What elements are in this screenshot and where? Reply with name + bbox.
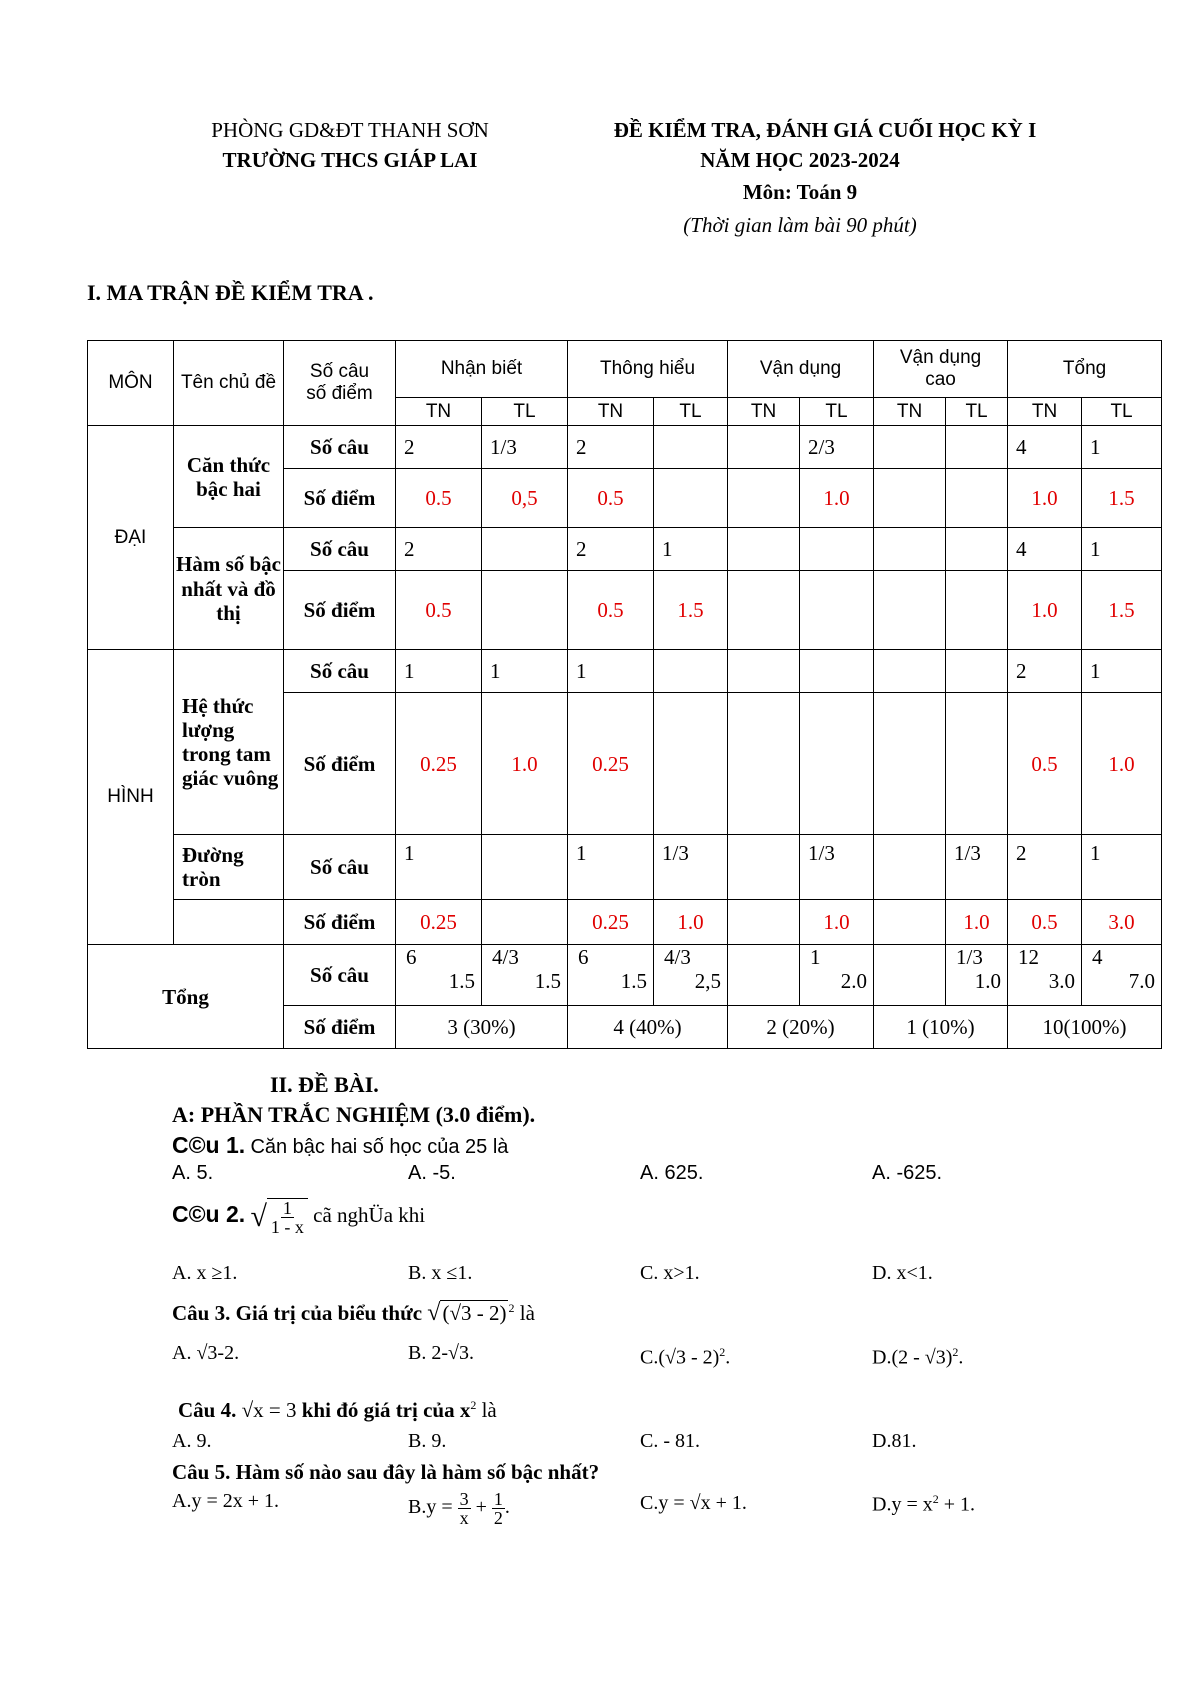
cell: 2 — [568, 426, 654, 469]
cell: 1 — [1082, 650, 1162, 693]
score-cell: 1.0 — [800, 900, 874, 945]
score-cell — [482, 570, 568, 649]
label-so-cau: Số câu — [284, 426, 396, 469]
cell: 1 — [568, 835, 654, 900]
q5-option-a[interactable]: A.y = 2x + 1. — [172, 1490, 280, 1512]
cell: 1 — [396, 835, 482, 900]
total-cell: 4/3 2,5 — [654, 945, 728, 1006]
header-count-score: Số câu số điểm — [284, 341, 396, 426]
total-cell: 1 2.0 — [800, 945, 874, 1006]
total-cell: 6 1.5 — [568, 945, 654, 1006]
sub-header-tl: TL — [654, 397, 728, 425]
q2-option-b[interactable]: B. x ≤1. — [408, 1262, 473, 1284]
cell: 2 — [568, 528, 654, 571]
score-cell: 1.0 — [654, 900, 728, 945]
q1-option-a[interactable]: A. 5. — [172, 1162, 214, 1184]
header-topic: Tên chủ đề — [174, 341, 284, 426]
cell — [728, 528, 800, 571]
cell — [874, 650, 946, 693]
score-cell — [800, 570, 874, 649]
q1-option-d[interactable]: A. -625. — [872, 1162, 943, 1184]
question-4: Câu 4. √x = 3 khi đó giá trị của $x^2$ là — [178, 1398, 497, 1422]
sub-header-tn: TN — [396, 397, 482, 425]
sub-header-tl: TL — [946, 397, 1008, 425]
score-cell — [482, 900, 568, 945]
cell — [482, 528, 568, 571]
subject: Môn: Toán 9 — [742, 180, 858, 204]
cell: 4 — [1008, 426, 1082, 469]
score-cell: 0.5 — [1008, 692, 1082, 834]
score-cell: 1.5 — [1082, 570, 1162, 649]
score-cell: 0.25 — [396, 900, 482, 945]
label-so-cau: Số câu — [284, 945, 396, 1006]
score-cell — [654, 692, 728, 834]
topic-can-thuc: Căn thức bậc hai — [174, 426, 284, 528]
cell: 1 — [396, 650, 482, 693]
score-cell — [874, 900, 946, 945]
q4-option-c[interactable]: C. - 81. — [640, 1430, 700, 1452]
score-cell: 0.25 — [568, 692, 654, 834]
cell: 1 — [1082, 835, 1162, 900]
score-cell: 0.5 — [568, 469, 654, 528]
exam-matrix-table — [87, 340, 1162, 1049]
label-so-diem: Số điểm — [284, 692, 396, 834]
q2-option-a[interactable]: A. x ≥1. — [172, 1262, 238, 1284]
mon-hinh: HÌNH — [88, 650, 174, 945]
cell: 2 — [396, 528, 482, 571]
score-cell: 1.0 — [946, 900, 1008, 945]
score-cell — [946, 469, 1008, 528]
cell: 1/3 — [482, 426, 568, 469]
label-so-diem: Số điểm — [284, 1006, 396, 1049]
cell — [728, 650, 800, 693]
total-cell: 1/3 1.0 — [946, 945, 1008, 1006]
score-cell: 0.5 — [396, 469, 482, 528]
score-cell: 1.0 — [482, 692, 568, 834]
cell: 2 — [1008, 835, 1082, 900]
score-cell: 1.0 — [1008, 469, 1082, 528]
header-mon: MÔN — [88, 341, 174, 426]
label-so-cau: Số câu — [284, 528, 396, 571]
cell — [482, 835, 568, 900]
question-1: C©u 1. Căn bậc hai số học của 25 là — [172, 1132, 509, 1158]
q4-option-a[interactable]: A. 9. — [172, 1430, 212, 1452]
section-matrix-title: I. MA TRẬN ĐỀ KIỂM TRA . — [87, 280, 374, 305]
cell — [728, 426, 800, 469]
cell — [874, 426, 946, 469]
department-name: PHÒNG GD&ĐT THANH SƠN — [211, 118, 489, 142]
part-a-title: A: PHẦN TRẮC NGHIỆM (3.0 điểm). — [172, 1102, 536, 1127]
topic-ham-so: Hàm số bậc nhất và đồ thị — [174, 528, 284, 650]
cell: 1/3 — [946, 835, 1008, 900]
q3-option-b[interactable]: B. 2-√3. — [408, 1342, 474, 1364]
q5-option-c[interactable]: C.y = √x + 1. — [640, 1492, 747, 1514]
cell: 1/3 — [800, 835, 874, 900]
cell: 1 — [568, 650, 654, 693]
cell — [946, 650, 1008, 693]
score-cell — [800, 692, 874, 834]
header-van-dung: Vận dụng — [728, 341, 874, 398]
q3-option-c[interactable]: C.(√3 - 2)$^2$. — [640, 1345, 731, 1369]
total-cell — [728, 945, 800, 1006]
score-cell — [728, 900, 800, 945]
school-year: NĂM HỌC 2023-2024 — [700, 148, 900, 172]
score-cell — [654, 469, 728, 528]
q4-option-b[interactable]: B. 9. — [408, 1430, 447, 1452]
score-cell: 0.25 — [568, 900, 654, 945]
cell: 1 — [654, 528, 728, 571]
empty-topic-cell — [174, 900, 284, 945]
cell: 1 — [482, 650, 568, 693]
q1-option-c[interactable]: A. 625. — [640, 1162, 704, 1184]
total-score-van-dung: 2 (20%) — [728, 1006, 874, 1049]
score-cell: 1.0 — [1082, 692, 1162, 834]
header-tong: Tổng — [1008, 341, 1162, 398]
sub-header-tl: TL — [1082, 397, 1162, 425]
score-cell: 0.5 — [396, 570, 482, 649]
score-cell — [728, 469, 800, 528]
score-cell — [728, 570, 800, 649]
sub-header-tn: TN — [874, 397, 946, 425]
school-name: TRƯỜNG THCS GIÁP LAI — [222, 148, 478, 172]
q5-option-b[interactable]: B.y = $\frac{3}{x}$ + $\frac{1}{2}$ . — [408, 1489, 510, 1528]
cell: 1 — [1082, 528, 1162, 571]
cell: 4 — [1008, 528, 1082, 571]
cell — [654, 650, 728, 693]
cell — [800, 650, 874, 693]
cell — [800, 528, 874, 571]
topic-he-thuc-luong: Hệ thức lượng trong tam giác vuông — [174, 650, 284, 835]
score-cell: 0.25 — [396, 692, 482, 834]
cell: 1/3 — [654, 835, 728, 900]
total-cell: 12 3.0 — [1008, 945, 1082, 1006]
cell: 2 — [1008, 650, 1082, 693]
total-label: Tổng — [88, 945, 284, 1049]
sub-header-tn: TN — [568, 397, 654, 425]
score-cell — [946, 692, 1008, 834]
total-cell — [874, 945, 946, 1006]
sub-header-tl: TL — [482, 397, 568, 425]
cell — [874, 835, 946, 900]
cell: 2/3 — [800, 426, 874, 469]
topic-duong-tron: Đường tròn — [174, 835, 284, 900]
header-nhan-biet: Nhận biết — [396, 341, 568, 398]
exam-title: ĐỀ KIỂM TRA, ĐÁNH GIÁ CUỐI HỌC KỲ I — [613, 118, 1037, 142]
q1-option-b[interactable]: A. -5. — [408, 1162, 456, 1184]
score-cell — [728, 692, 800, 834]
sub-header-tn: TN — [1008, 397, 1082, 425]
score-cell — [874, 570, 946, 649]
sub-header-tl: TL — [800, 397, 874, 425]
label-so-diem: Số điểm — [284, 469, 396, 528]
q3-option-a[interactable]: A. √3-2. — [172, 1342, 240, 1364]
score-cell — [874, 692, 946, 834]
total-cell: 6 1.5 — [396, 945, 482, 1006]
total-score-thong-hieu: 4 (40%) — [568, 1006, 728, 1049]
cell — [728, 835, 800, 900]
score-cell: 0.5 — [568, 570, 654, 649]
score-cell: 1.5 — [1082, 469, 1162, 528]
total-cell: 4/3 1.5 — [482, 945, 568, 1006]
q2-option-d[interactable]: D. x<1. — [872, 1262, 933, 1284]
cell: 1 — [1082, 426, 1162, 469]
header-thong-hieu: Thông hiểu — [568, 341, 728, 398]
score-cell: 1.5 — [654, 570, 728, 649]
cell — [946, 528, 1008, 571]
cell: 2 — [396, 426, 482, 469]
question-5: Câu 5. Hàm số nào sau đây là hàm số bậc nhất? — [172, 1460, 600, 1484]
label-so-cau: Số câu — [284, 650, 396, 693]
duration-note: (Thời gian làm bài 90 phút) — [683, 213, 917, 237]
label-so-diem: Số điểm — [284, 570, 396, 649]
total-cell: 4 7.0 — [1082, 945, 1162, 1006]
score-cell — [874, 469, 946, 528]
section-exam-title: II. ĐỀ BÀI. — [270, 1072, 379, 1097]
q4-option-d[interactable]: D.81. — [872, 1430, 917, 1452]
total-score-van-dung-cao: 1 (10%) — [874, 1006, 1008, 1049]
score-cell: 3.0 — [1082, 900, 1162, 945]
cell — [874, 528, 946, 571]
sub-header-tn: TN — [728, 397, 800, 425]
total-score-all: 10(100%) — [1008, 1006, 1162, 1049]
cell — [946, 426, 1008, 469]
score-cell: 1.0 — [800, 469, 874, 528]
total-score-nhan-biet: 3 (30%) — [396, 1006, 568, 1049]
q5-option-d[interactable]: $D.y = x^2 + 1$. — [872, 1492, 976, 1516]
label-so-cau: Số câu — [284, 835, 396, 900]
score-cell: 0,5 — [482, 469, 568, 528]
score-cell — [946, 570, 1008, 649]
label-so-diem: Số điểm — [284, 900, 396, 945]
q2-option-c[interactable]: C. x>1. — [640, 1262, 700, 1284]
header-van-dung-cao: Vận dụng cao — [874, 341, 1008, 398]
score-cell: 0.5 — [1008, 900, 1082, 945]
mon-dai: ĐẠI — [88, 426, 174, 650]
q3-option-d[interactable]: D.(2 - √3)$^2$. — [872, 1345, 964, 1369]
cell — [654, 426, 728, 469]
question-3: Câu 3. Giá trị của biểu thức √(√3 - 2) $^2$ là — [172, 1300, 535, 1326]
question-2: C©u 2. √ $\frac{1}{1 - x}$ cã nghÜa khi — [172, 1198, 426, 1237]
score-cell: 1.0 — [1008, 570, 1082, 649]
